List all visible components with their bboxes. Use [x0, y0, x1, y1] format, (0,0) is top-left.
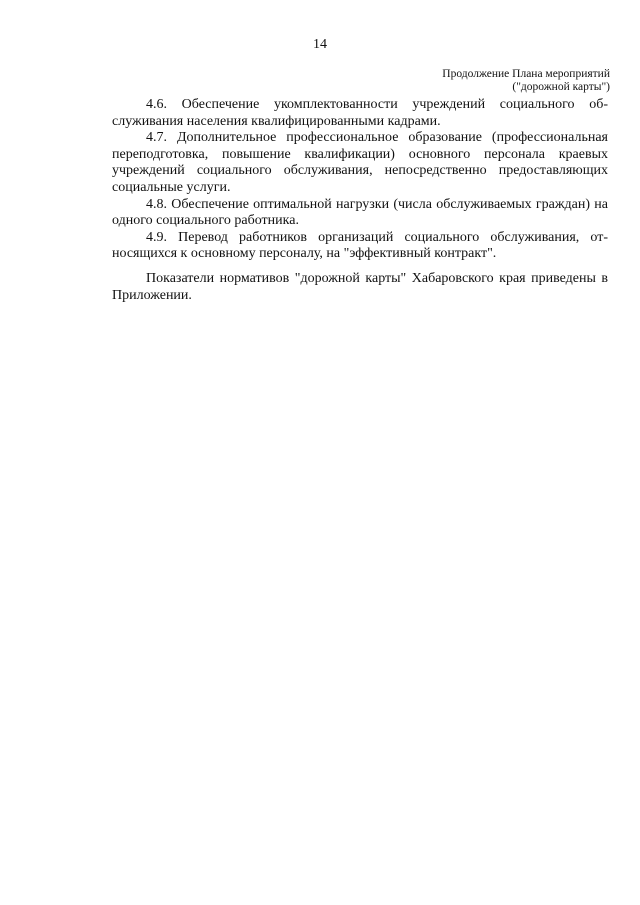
- continuation-header: [442, 68, 610, 94]
- continuation-line-2: ("дорожной карты"): [512, 81, 610, 93]
- continuation-line-1: Продолжение Плана мероприятий: [442, 68, 610, 80]
- paragraph-4-6: 4.6. Обеспечение укомплектованности учреждений социального обслуживания населения квалифицированными кадрами.: [112, 97, 608, 129]
- paragraph-4-7: 4.7. Дополнительное профессиональное образование (профессиональная переподготовка, повышение квалификации) основного персонала краевых учреждений социального обслуживания, непосредственно предоставляющих социальные услуги.: [112, 130, 608, 195]
- page-number: 14: [313, 37, 327, 52]
- document-body: [112, 97, 608, 304]
- paragraph-4-9: 4.9. Перевод работников организаций социального обслуживания, относящихся к основному персоналу, на "эффективный контракт".: [112, 229, 608, 262]
- closing-paragraph: Показатели нормативов "дорожной карты" Хабаровского края приведены в Приложении.: [112, 270, 608, 303]
- paragraph-4-8: 4.8. Обеспечение оптимальной нагрузки (числа обслуживаемых граждан) на одного социального работника.: [112, 196, 608, 229]
